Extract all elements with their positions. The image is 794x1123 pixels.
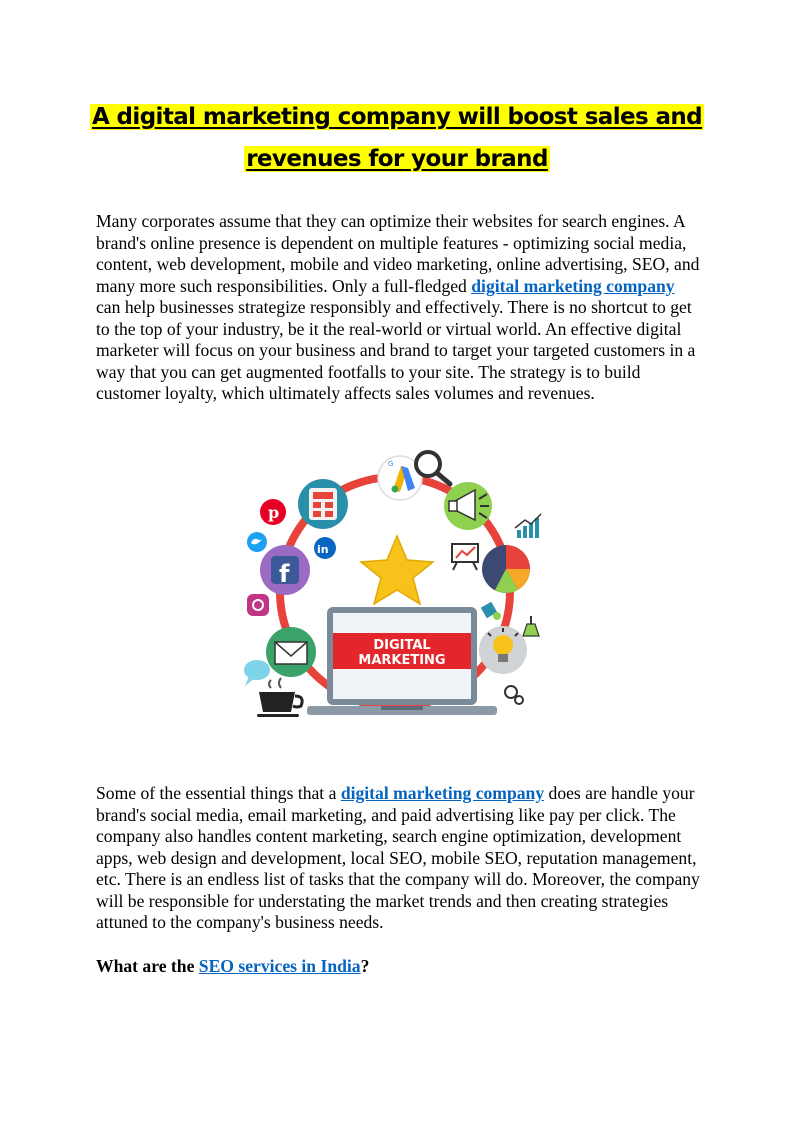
seo-question-heading (96, 956, 369, 978)
screen-text-line-2: MARKETING (358, 653, 446, 668)
flask-icon (523, 616, 539, 636)
pinterest-icon (260, 499, 286, 525)
pie-chart-icon (482, 545, 530, 593)
gears-icon (505, 686, 523, 704)
email-icon (266, 627, 316, 677)
digital-marketing-company-link-2[interactable]: digital marketing company (340, 783, 545, 803)
paint-tools-icon (481, 602, 501, 620)
intro-text-end: can help businesses strategize responsibly and effectively. There is no shortcut to get to the top of your industry, be it the real-world or virtual world. An effective digital marketer will focus on your business and brand to target your targeted customers in a way that you can get augmented footfalls to your site. The strategy is to build customer loyalty, which ultimately affects sales volumes and revenues. (96, 297, 696, 403)
question-prefix: What are the (96, 956, 199, 976)
twitter-icon (247, 532, 267, 552)
digital-marketing-company-link-1[interactable]: digital marketing company (471, 275, 675, 296)
svg-text:in: in (317, 543, 329, 556)
instagram-icon (247, 594, 269, 616)
page-title (60, 96, 734, 180)
intro-text-start: Many corporates assume that they can optimize their websites for search engines. A brand's online presence is dependent on multiple features - optimizing social media, content, web development, mobile and video marketing, online advertising, SEO, and many more such responsibilities. Only a full-fledged (96, 211, 700, 296)
svg-text:f: f (279, 560, 290, 588)
question-suffix: ? (360, 956, 370, 976)
intro-paragraph (96, 211, 700, 405)
seo-services-india-link[interactable]: SEO services in India (198, 956, 361, 976)
presentation-board-icon (452, 544, 478, 570)
digital-marketing-illustration (235, 444, 555, 729)
chat-bubble-icon (244, 660, 270, 686)
linkedin-icon (314, 537, 336, 559)
services-paragraph (96, 783, 700, 934)
svg-text:G: G (388, 460, 394, 468)
services-text-end: does are handle your brand's social media, email marketing, and paid advertising like pay per click. The company also handles content marketing, search engine optimization, development apps, web design and development, local SEO, mobile SEO, reputation management, etc. There is an endless list of tasks that the company will do. Moreover, the company will be responsible for understating the market trends and then creating strategies attuned to the company's business needs. (96, 783, 700, 932)
title-line-1: A digital marketing company will boost sales and (91, 104, 703, 130)
facebook-icon (260, 545, 310, 595)
lightbulb-icon (479, 626, 527, 674)
svg-text:p: p (268, 503, 280, 522)
star-icon (361, 536, 433, 604)
growth-chart-icon (515, 514, 541, 538)
title-line-2: revenues for your brand (246, 146, 548, 172)
coffee-cup-icon (257, 678, 302, 717)
megaphone-icon (444, 482, 492, 530)
services-text-start: Some of the essential things that a (96, 783, 341, 803)
screen-text-line-1: DIGITAL (373, 638, 431, 653)
calculator-icon (298, 479, 348, 529)
